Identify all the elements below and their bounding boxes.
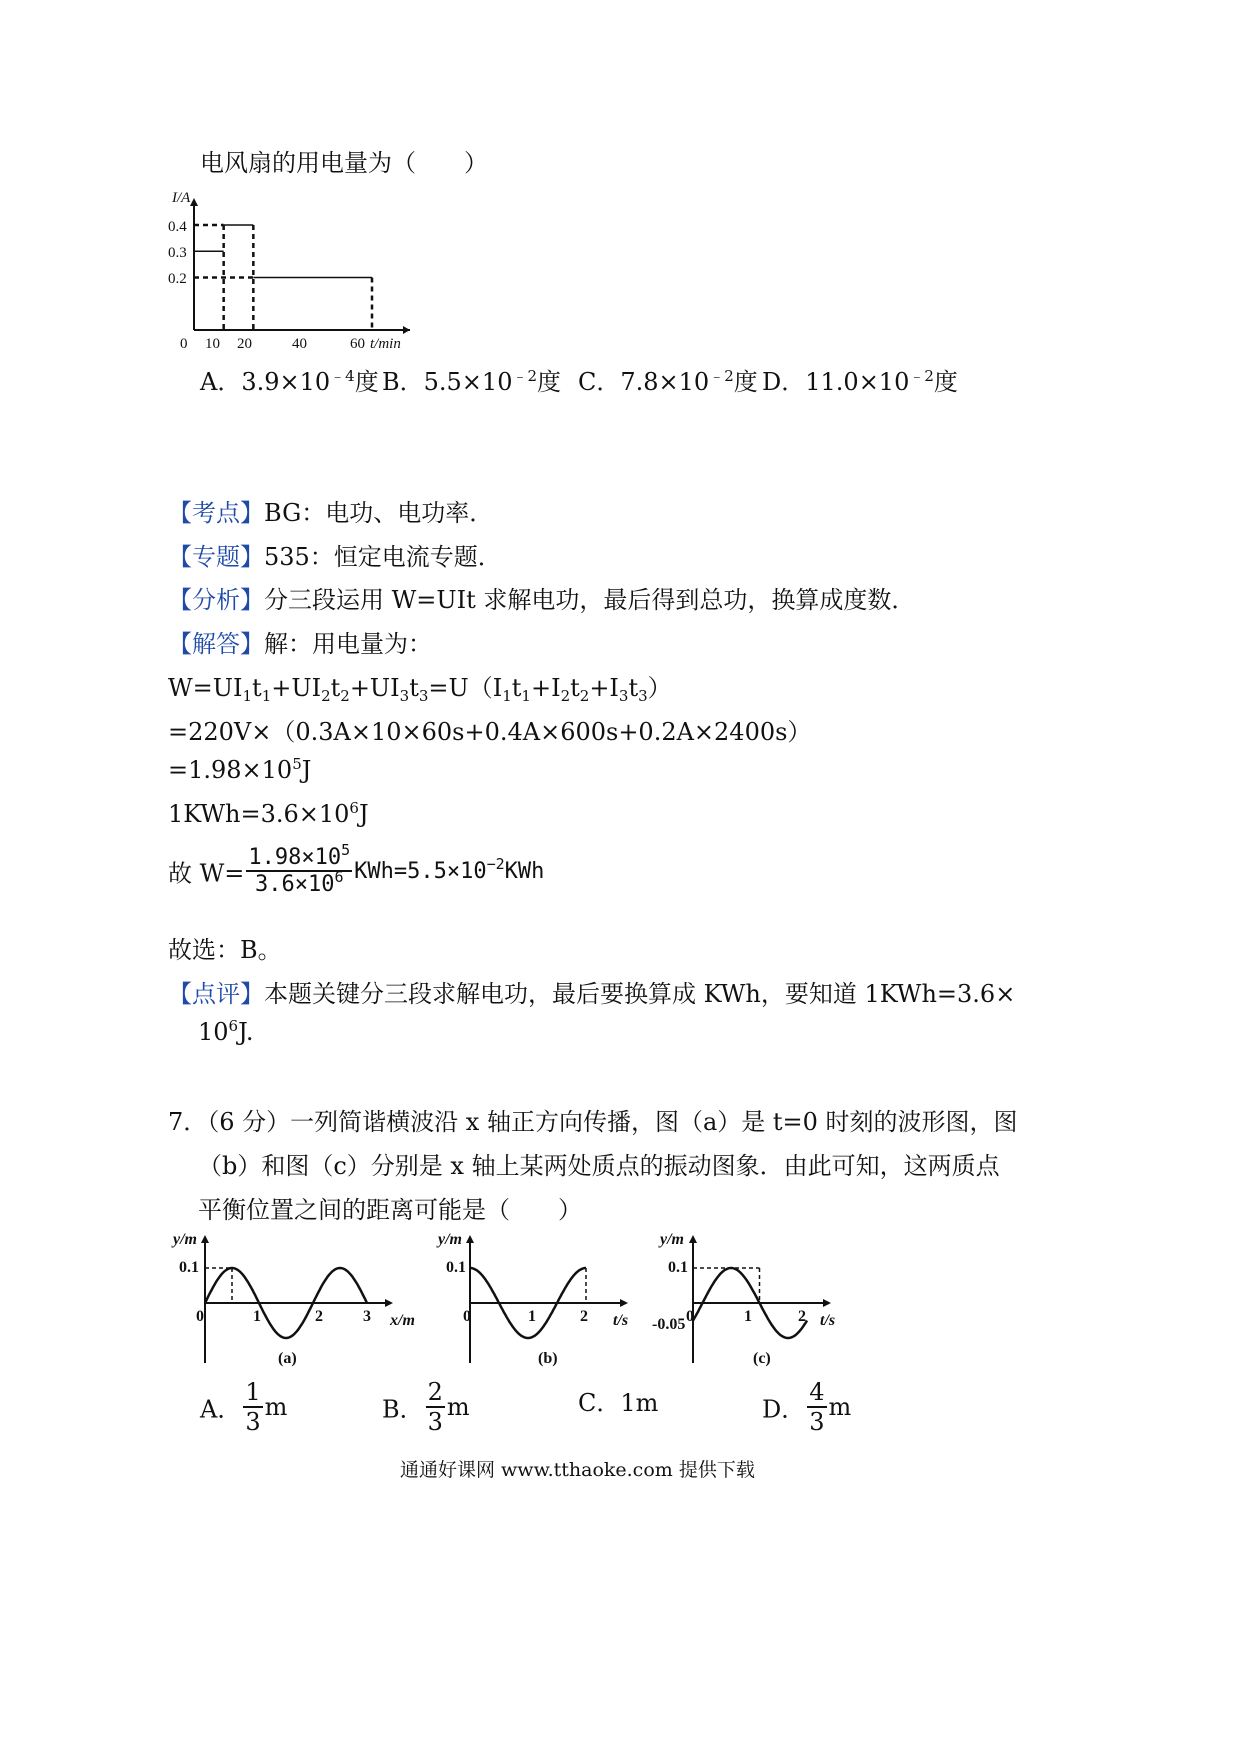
jieda-line: 【解答】解：用电量为： [168,630,432,658]
dianping-line-2: $10^6J$. [198,1017,254,1046]
x-tick-label: 1 [744,1308,752,1325]
x-tick-label: 0 [686,1308,694,1325]
x-tick-label: 10 [205,336,220,350]
option-c: C．$7.8\times 10^{﹣2}$度 [578,367,758,396]
q7-line-2: （b）和图（c）分别是 x 轴上某两处质点的振动图象．由此可知，这两质点 [198,1152,1000,1180]
option-a: A． $\frac{1}{3}$ m [200,1378,288,1436]
x-axis-label: t/s [613,1312,629,1329]
x-axis-label: x/m [390,1312,415,1329]
answer-line: 故选：B。 [168,936,282,964]
graph-label: (c) [753,1350,771,1367]
equation-1: $W=UI_1t_1+UI_2t_2+UI_3t_3=U(I_1t_1+I_2t_2+I_3t_3)$ [168,674,672,705]
x-tick-label: 2 [798,1308,806,1325]
x-tick-label: 60 [350,336,365,350]
zhuanti-line: 【专题】535：恒定电流专题． [168,543,502,571]
x-tick-label: 1 [528,1308,536,1325]
wave-graph-b [430,1228,650,1373]
y-tick-label: 0.4 [168,219,187,235]
equation-5: 故 W= $\frac{1.98\times 10^5}{3.6\times 10^6}$ $KWh=5.5\times 10^{-2}KWh$ [168,841,545,897]
option-b: B． $\frac{2}{3}$ m [382,1378,470,1436]
x-axis-label: t/min [370,336,401,350]
fenxi-line: 【分析】分三段运用 W=UIt 求解电功，最后得到总功，换算成度数． [168,586,916,614]
kaodian-line: 【考点】BG：电功、电功率． [168,499,494,527]
y-tick-label: 0.3 [168,245,187,261]
question-stem: 电风扇的用电量为（ ） [200,149,488,177]
wave-graph-a [165,1228,435,1373]
x-tick-label: 0 [180,336,188,350]
dianping-line: 【点评】本题关键分三段求解电功，最后要换算成 KWh，要知道 1KWh=3.6× [168,980,1016,1008]
x-tick-label: 2 [580,1308,588,1325]
x-axis-label: t/s [820,1312,836,1329]
y-tick-label: 0.1 [446,1259,466,1276]
option-d: D．$11.0\times 10^{﹣2}$度 [762,367,958,396]
x-tick-label: 1 [253,1308,261,1325]
y-tick-label: 0.1 [668,1259,688,1276]
equation-2: =220V×（0.3A×10×60s+0.4A×600s+0.2A×2400s） [168,718,812,746]
y-tick-label: 0.1 [179,1259,199,1276]
equation-4: $1KWh=3.6\times 10^6J$ [168,799,369,828]
x-tick-label: 20 [237,336,252,350]
x-tick-label: 0 [196,1308,204,1325]
y-tick-label: 0.2 [168,271,187,287]
x-tick-label: 0 [463,1308,471,1325]
footer: 通通好课网 www.tthaoke.com 提供下载 [400,1459,755,1481]
y-axis-label: y/m [173,1231,197,1248]
option-d: D． $\frac{4}{3}$ m [762,1378,852,1436]
option-a: A．$3.9\times 10^{﹣4}$度 [200,367,379,396]
option-b: B．$5.5\times 10^{﹣2}$度 [382,367,562,396]
option-c: C．1m [578,1389,659,1417]
equation-3: $=1.98\times 10^5J$ [168,755,312,784]
q7-line-1: 7．（6 分）一列简谐横波沿 x 轴正方向传播，图（a）是 t=0 时刻的波形图，图 [168,1108,1018,1136]
x-tick-label: 3 [363,1308,371,1325]
wave-graph-c [648,1228,858,1373]
x-tick-label: 40 [292,336,307,350]
y-axis-label: I/A [172,190,191,206]
y-axis-label: y/m [660,1231,684,1248]
q7-line-3: 平衡位置之间的距离可能是（ ） [198,1196,582,1224]
y-axis-label: y/m [438,1231,462,1248]
graph-label: (b) [538,1350,558,1367]
current-time-chart [160,190,420,350]
y-tick-label: -0.05 [652,1316,686,1333]
x-tick-label: 2 [315,1308,323,1325]
fraction: $\frac{1.98\times 10^5}{3.6\times 10^6}$ [248,841,351,897]
graph-label: (a) [278,1350,297,1367]
